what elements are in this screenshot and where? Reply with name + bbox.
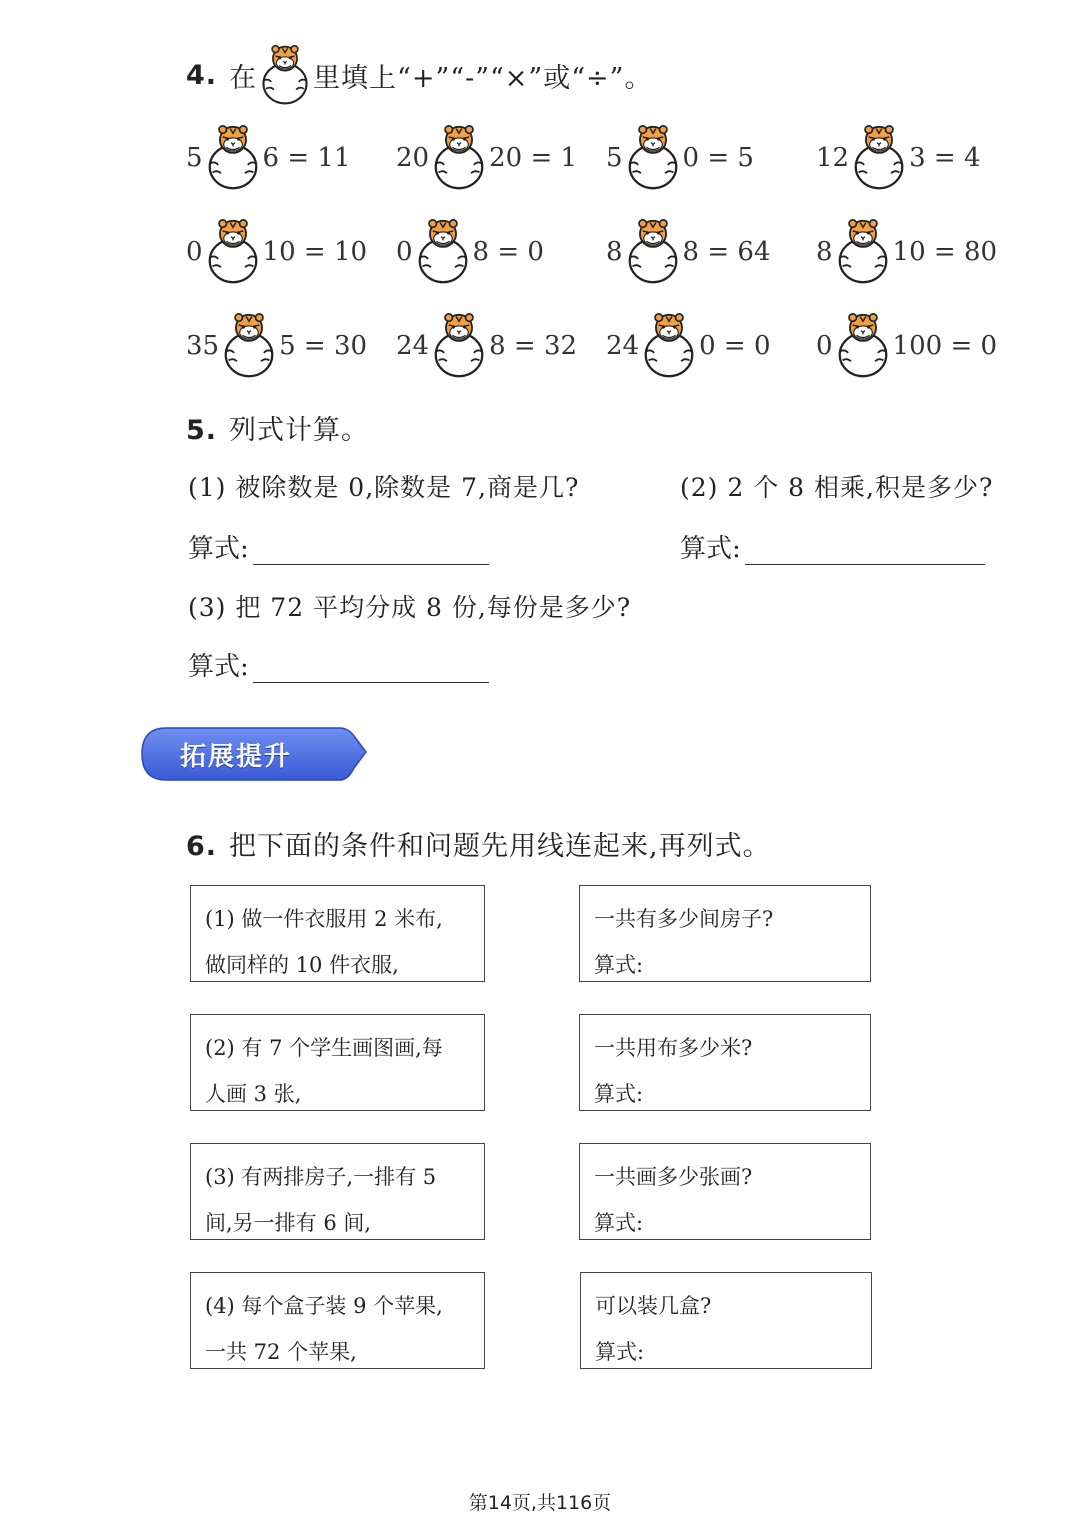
condition-line: 做同样的 10 件衣服,: [205, 953, 399, 977]
equation: [396, 218, 606, 285]
equation-right: 0 = 5: [682, 142, 754, 173]
equation-left: 12: [816, 142, 850, 173]
section-banner: [140, 726, 370, 782]
condition-box[interactable]: [190, 885, 485, 982]
condition-box[interactable]: [190, 1014, 485, 1111]
equation: [186, 218, 396, 285]
operator-blank-tiger-icon[interactable]: [835, 218, 891, 285]
q5-title: [186, 408, 369, 447]
equation-left: 35: [186, 330, 220, 361]
q6-title-text: 把下面的条件和问题先用线连起来,再列式。: [229, 831, 771, 862]
question-box[interactable]: [580, 1272, 872, 1369]
condition-box[interactable]: [190, 1272, 485, 1369]
equation-right: 20 = 1: [489, 142, 578, 173]
equation-left: 24: [396, 330, 430, 361]
equation-right: 10 = 10: [262, 236, 368, 267]
equation: [606, 124, 816, 191]
q4-title-pre: 在: [229, 62, 258, 94]
formula-label: 算式:: [595, 1340, 645, 1364]
operator-blank-tiger-icon[interactable]: [625, 124, 681, 191]
equation-left: 0: [816, 330, 833, 361]
q4-title: [186, 44, 652, 106]
equation-right: 5 = 30: [279, 330, 368, 361]
q5-formula-3: [188, 646, 489, 683]
tiger-icon: [259, 44, 311, 106]
equation: [606, 312, 816, 379]
condition-line: 人画 3 张,: [205, 1082, 302, 1106]
question-box[interactable]: [579, 1143, 871, 1240]
equation-row: [186, 124, 1026, 191]
operator-blank-tiger-icon[interactable]: [835, 312, 891, 379]
formula-label: 算式:: [188, 652, 249, 682]
formula-label: 算式:: [680, 534, 741, 564]
operator-blank-tiger-icon[interactable]: [641, 312, 697, 379]
operator-blank-tiger-icon[interactable]: [431, 124, 487, 191]
formula-label: 算式:: [594, 1082, 644, 1106]
equation-right: 0 = 0: [699, 330, 771, 361]
equation-right: 3 = 4: [909, 142, 981, 173]
equation-left: 20: [396, 142, 430, 173]
operator-blank-tiger-icon[interactable]: [851, 124, 907, 191]
condition-box[interactable]: [190, 1143, 485, 1240]
equation-left: 5: [606, 142, 623, 173]
formula-label: 算式:: [594, 953, 644, 977]
q5-number: 5.: [186, 415, 218, 446]
equation-right: 6 = 11: [262, 142, 351, 173]
answer-line[interactable]: [253, 538, 489, 565]
q5-sub1: (1) 被除数是 0,除数是 7,商是几?: [188, 473, 580, 502]
answer-line[interactable]: [253, 656, 489, 683]
equation-left: 0: [186, 236, 203, 267]
question-line: 一共画多少张画?: [594, 1165, 753, 1189]
page-footer: 第14页,共116页: [468, 1492, 612, 1514]
equation: [396, 124, 606, 191]
equation-left: 8: [606, 236, 623, 267]
equation: [816, 218, 1026, 285]
question-line: 可以装几盒?: [595, 1294, 712, 1318]
formula-label: 算式:: [594, 1211, 644, 1235]
equation: [186, 124, 396, 191]
equation: [816, 124, 1026, 191]
equation-row: [186, 312, 1026, 379]
operator-blank-tiger-icon[interactable]: [205, 124, 261, 191]
q6-number: 6.: [186, 831, 218, 862]
q5-formula-1: [188, 528, 489, 565]
q5-sub2: (2) 2 个 8 相乘,积是多少?: [680, 473, 994, 502]
operator-blank-tiger-icon[interactable]: [205, 218, 261, 285]
equation-left: 8: [816, 236, 833, 267]
equation: [396, 312, 606, 379]
operator-blank-tiger-icon[interactable]: [415, 218, 471, 285]
q4-number: 4.: [186, 59, 218, 91]
question-line: 一共用布多少米?: [594, 1036, 753, 1060]
q5-sub3: (3) 把 72 平均分成 8 份,每份是多少?: [188, 593, 632, 622]
equation-left: 0: [396, 236, 413, 267]
equation: [816, 312, 1026, 379]
equation-right: 8 = 64: [682, 236, 771, 267]
condition-line: (4) 每个盒子装 9 个苹果,: [205, 1294, 443, 1318]
equation: [186, 312, 396, 379]
question-box[interactable]: [579, 1014, 871, 1111]
answer-line[interactable]: [745, 538, 985, 565]
formula-label: 算式:: [188, 534, 249, 564]
condition-line: (2) 有 7 个学生画图画,每: [205, 1036, 443, 1060]
condition-line: (1) 做一件衣服用 2 米布,: [205, 907, 443, 931]
equation-right: 8 = 0: [472, 236, 544, 267]
condition-line: 一共 72 个苹果,: [205, 1340, 357, 1364]
equation-left: 24: [606, 330, 640, 361]
equation-right: 8 = 32: [489, 330, 578, 361]
operator-blank-tiger-icon[interactable]: [625, 218, 681, 285]
q4-title-post: 里填上“+”“-”“×”或“÷”。: [313, 62, 653, 94]
equation-right: 100 = 0: [892, 330, 998, 361]
operator-blank-tiger-icon[interactable]: [431, 312, 487, 379]
q5-title-text: 列式计算。: [229, 415, 370, 446]
condition-line: 间,另一排有 6 间,: [205, 1211, 372, 1235]
question-line: 一共有多少间房子?: [594, 907, 774, 931]
banner-label: 拓展提升: [180, 742, 293, 772]
operator-blank-tiger-icon[interactable]: [221, 312, 277, 379]
q6-title: [186, 824, 771, 863]
equation-left: 5: [186, 142, 203, 173]
condition-line: (3) 有两排房子,一排有 5: [205, 1165, 437, 1189]
question-box[interactable]: [579, 885, 871, 982]
equation: [606, 218, 816, 285]
equation-row: [186, 218, 1026, 285]
equation-right: 10 = 80: [892, 236, 998, 267]
q5-formula-2: [680, 528, 985, 565]
